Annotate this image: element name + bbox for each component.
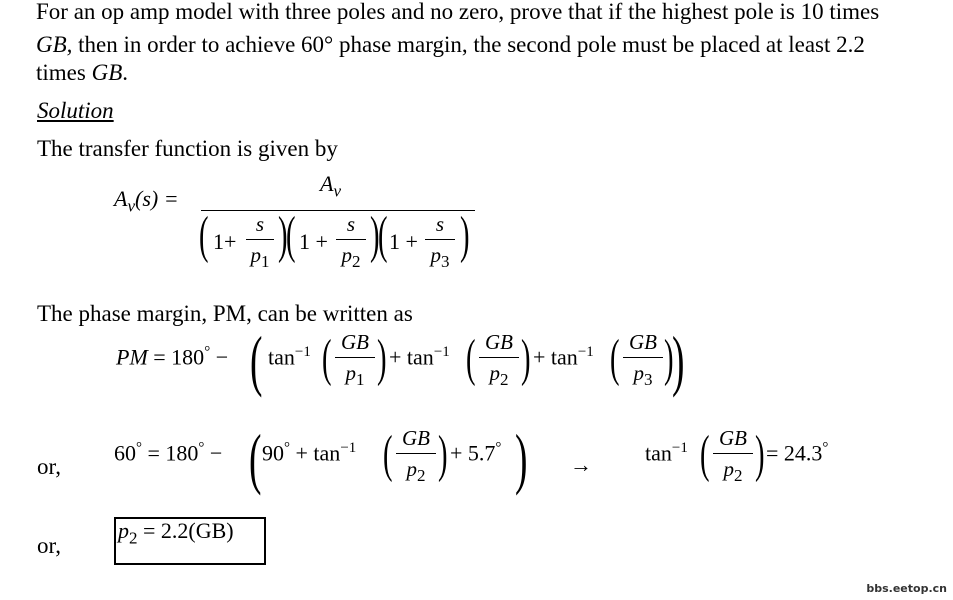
answer-equation: $p_2 = 2.2(GB)$ — [118, 518, 234, 548]
right-paren: ) — [377, 330, 387, 387]
right-paren: ) — [755, 426, 765, 483]
right-paren: ) — [460, 207, 470, 264]
transfer-function-intro: The transfer function is given by — [37, 136, 338, 161]
s-over-p3: s $p_3$ — [425, 212, 455, 274]
tf-lhs: $A_v(s)$ = — [114, 186, 179, 216]
arrow-icon: → — [570, 452, 592, 477]
problem-line-1: For an op amp model with three poles and no zero, prove that if the highest pole is 10 times — [36, 0, 880, 24]
tan-2: + $\tan^{-1}$ — [389, 344, 450, 370]
eq3-rhs: = 24.3° — [766, 440, 829, 466]
s-over-p2: s $p_2$ — [336, 212, 366, 274]
factor-one-2: 1 + — [299, 229, 328, 254]
problem-line-3: times GB. — [36, 60, 129, 85]
outer-left-paren: ( — [249, 420, 262, 496]
outer-right-paren: ) — [672, 322, 685, 398]
gb-over-p3: GB $p_3$ — [623, 330, 663, 392]
s-over-p1: s $p_1$ — [246, 212, 274, 274]
pm-lhs: PM = 180° − — [116, 344, 229, 370]
gb-over-p2: GB $p_2$ — [713, 426, 753, 488]
left-paren: ( — [286, 207, 296, 264]
eq2-lhs: 60° = 180° − — [114, 440, 223, 466]
eq3-tan: $\tan^{-1}$ — [645, 440, 688, 466]
eq2-ninety-tan: $90^\circ + \tan^{-1}$ — [262, 440, 357, 466]
left-paren: ( — [322, 330, 332, 387]
right-paren: ) — [521, 330, 531, 387]
outer-right-paren: ) — [515, 420, 528, 496]
or-label-2: or, — [37, 533, 61, 558]
left-paren: ( — [378, 207, 388, 264]
left-paren: ( — [466, 330, 476, 387]
right-paren: ) — [370, 207, 380, 264]
or-label-1: or, — [37, 454, 61, 479]
left-paren: ( — [383, 426, 393, 483]
tan-3: + $\tan^{-1}$ — [533, 344, 594, 370]
factor-one-3: 1 + — [389, 229, 418, 254]
left-paren: ( — [199, 207, 209, 264]
factor-one-1: 1+ — [213, 229, 237, 254]
phase-margin-intro: The phase margin, PM, can be written as — [37, 301, 413, 326]
tan-1: $\tan^{-1}$ — [268, 344, 311, 370]
solution-heading: Solution — [37, 98, 114, 123]
tf-fraction-bar — [201, 210, 475, 211]
gb-over-p1: GB $p_1$ — [335, 330, 375, 392]
left-paren: ( — [700, 426, 710, 483]
watermark: bbs.eetop.cn — [866, 582, 947, 595]
right-paren: ) — [278, 207, 288, 264]
tf-numerator: $A_v$ — [320, 171, 341, 201]
outer-left-paren: ( — [250, 322, 263, 398]
problem-line-2: GB, then in order to achieve 60° phase margin, the second pole must be placed at least 2.2 — [36, 32, 865, 57]
left-paren: ( — [610, 330, 620, 387]
right-paren: ) — [438, 426, 448, 483]
gb-over-p2: GB $p_2$ — [396, 426, 436, 488]
eq2-plus-57: + 5.7° — [450, 440, 502, 466]
gb-over-p2: GB $p_2$ — [479, 330, 519, 392]
right-paren: ) — [664, 330, 674, 387]
